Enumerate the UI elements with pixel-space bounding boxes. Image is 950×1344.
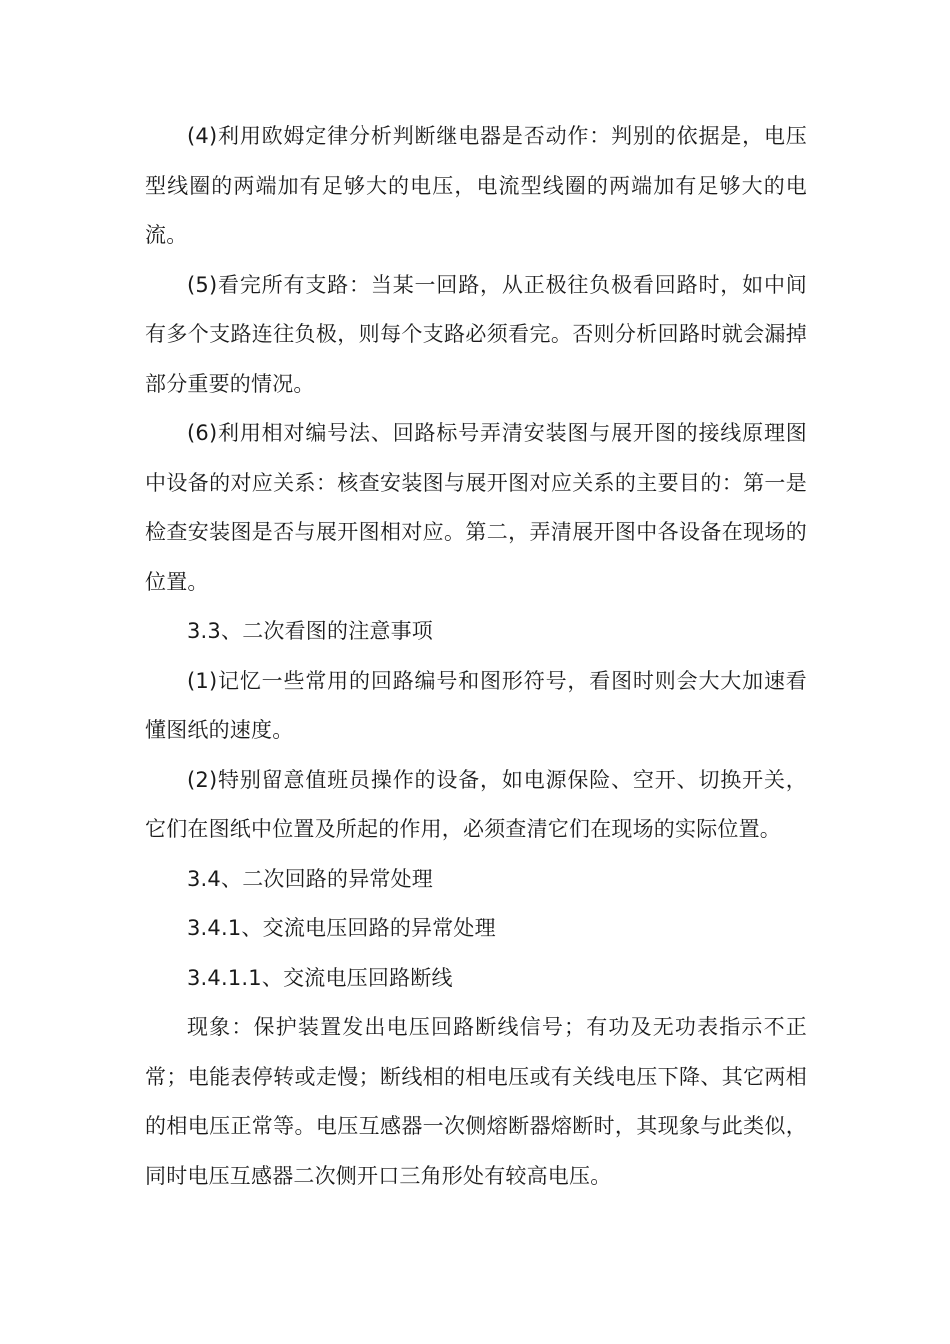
section-heading-3-4: 3.4、二次回路的异常处理: [187, 866, 433, 891]
paragraph-operator-devices: (2)特别留意值班员操作的设备，如电源保险、空开、切换开关，它们在图纸中位置及所起的作用，必须查清它们在现场的实际位置。: [145, 767, 807, 841]
section-heading-3-3: 3.3、二次看图的注意事项: [187, 619, 433, 643]
section-heading-3-4-1-1: 3.4.1.1、交流电压回路断线: [187, 965, 453, 990]
paragraph-phenomenon: 现象：保护装置发出电压回路断线信号；有功及无功表指示不正常；电能表停转或走慢；断线相的相电压或有关线电压下降、其它两相的相电压正常等。电压互感器一次侧熔断器熔断时，其现象与此类似，同时电压互感器二次侧开口三角形处有较高电压。: [145, 1015, 807, 1188]
paragraph-ohm-law: (4)利用欧姆定律分析判断继电器是否动作：判别的依据是，电压型线圈的两端加有足够大的电压，电流型线圈的两端加有足够大的电流。: [145, 124, 807, 247]
paragraph-memorize-codes: (1)记忆一些常用的回路编号和图形符号，看图时则会大大加速看懂图纸的速度。: [145, 668, 807, 742]
paragraph-branches: (5)看完所有支路：当某一回路，从正极往负极看回路时，如中间有多个支路连往负极，则每个支路必须看完。否则分析回路时就会漏掉部分重要的情况。: [145, 272, 807, 396]
paragraph-relative-numbering: (6)利用相对编号法、回路标号弄清安装图与展开图的接线原理图中设备的对应关系：核查安装图与展开图对应关系的主要目的：第一是检查安装图是否与展开图相对应。第二，弄清展开图中各设备在现场的位置。: [145, 421, 807, 594]
section-heading-3-4-1: 3.4.1、交流电压回路的异常处理: [187, 916, 496, 940]
document-body: [145, 112, 807, 1201]
